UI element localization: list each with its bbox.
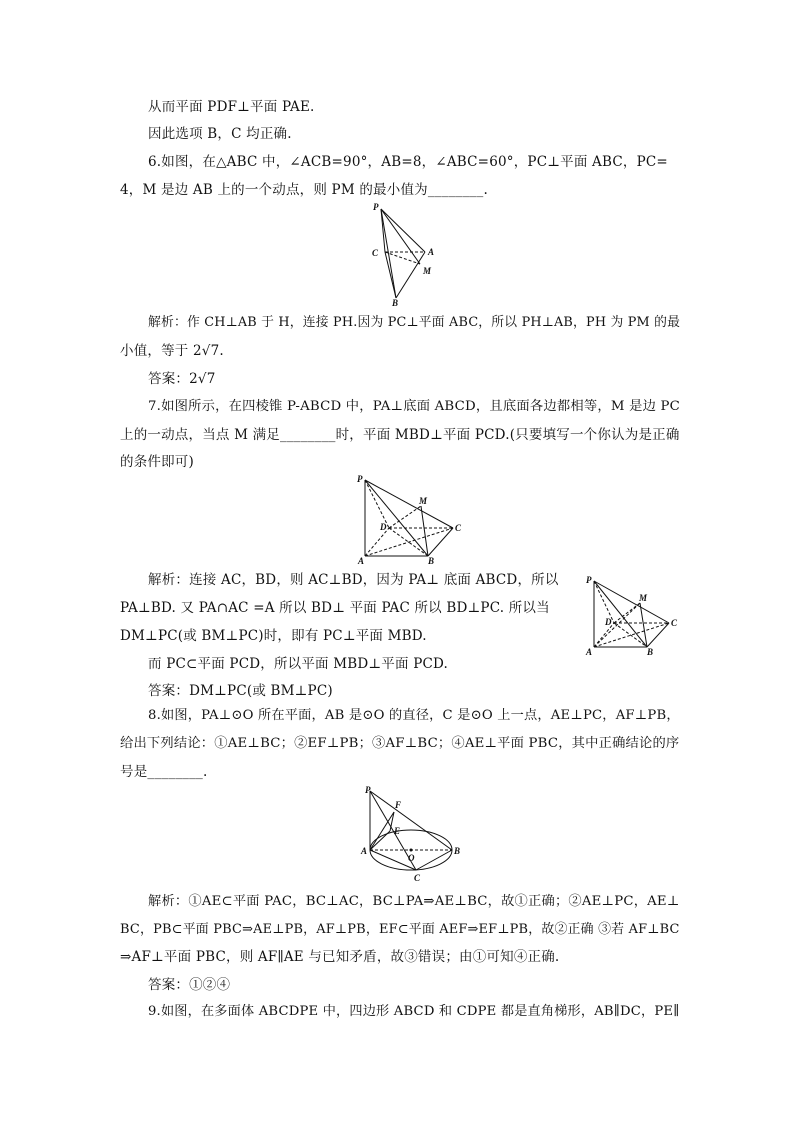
problem-8-answer: 答案：①②④: [148, 977, 231, 993]
point-label: C: [414, 873, 421, 883]
problem-6-answer: 答案：2√7: [148, 371, 216, 387]
point-label: D: [380, 522, 387, 532]
figure-7-solution-pyramid: [582, 573, 682, 658]
point-label: B: [392, 298, 399, 308]
point-label: C: [372, 248, 379, 258]
point-label: P: [357, 474, 363, 484]
point-label: B: [454, 846, 461, 856]
point-label: A: [586, 647, 593, 657]
center-point: [410, 849, 413, 852]
point-label: M: [419, 496, 428, 506]
problem-7-statement: 7.如图所示，在四棱锥 P-ABCD 中，PA⊥底面 ABCD，且底面各边都相等，M 是边 PC: [148, 399, 681, 414]
problem-6-statement-cont: 4，M 是边 AB 上的一个动点，则 PM 的最小值为________.: [120, 182, 488, 198]
figure-7-pyramid: [352, 470, 472, 565]
problem-8-statement: 8.如图，PA⊥⊙O 所在平面，AB 是⊙O 的直径，C 是⊙O 上一点，AE⊥PC，AF⊥PB，: [148, 708, 680, 723]
point-label: M: [639, 593, 648, 603]
problem-7-statement-cont: 上的一动点，当点 M 满足________时，平面 MBD⊥平面 PCD.(只要填写一个你认为是正确: [120, 427, 680, 443]
figure-8-circle-pyramid: [360, 784, 465, 884]
point-label: B: [428, 556, 435, 565]
problem-7-solution-cont: 而 PC⊂平面 PCD，所以平面 MBD⊥平面 PCD.: [148, 656, 449, 672]
text-line: 因此选项 B，C 均正确.: [148, 126, 292, 142]
problem-8-statement-cont: 给出下列结论：①AE⊥BC；②EF⊥PB；③AF⊥BC；④AE⊥平面 PBC，其中正确结论的序: [120, 736, 680, 751]
problem-7-solution-cont: PA⊥BD. 又 PA∩AC =A 所以 BD⊥ 平面 PAC 所以 BD⊥PC. 所以当: [120, 600, 550, 616]
point-label: A: [428, 247, 435, 257]
point-label: P: [586, 575, 592, 585]
problem-8-solution-cont: ⇒AF⊥平面 PBC，则 AF∥AE 与已知矛盾，故③错误；由①可知④正确.: [120, 949, 560, 965]
problem-6-statement: 6.如图，在△ABC 中，∠ACB=90°，AB=8，∠ABC=60°，PC⊥平面 ABC，PC=: [148, 154, 668, 170]
point-label: D: [605, 617, 612, 627]
problem-7-solution-cont: DM⊥PC(或 BM⊥PC)时，即有 PC⊥平面 MBD.: [120, 628, 427, 644]
point-label: P: [365, 785, 371, 795]
problem-6-solution: 解析：作 CH⊥AB 于 H，连接 PH.因为 PC⊥平面 ABC，所以 PH⊥AB，PH 为 PM 的最: [148, 315, 681, 330]
text-line: 从而平面 PDF⊥平面 PAE.: [148, 99, 315, 115]
point-label: A: [358, 556, 365, 565]
problem-8-solution-cont: BC，PB⊂平面 PBC⇒AE⊥PB，AF⊥PB，EF⊂平面 AEF⇒EF⊥PB，故②正确 ③若 AF⊥BC: [120, 922, 680, 937]
point-label: B: [647, 647, 654, 657]
figure-6-tetrahedron: [368, 200, 458, 308]
point-label: O: [408, 853, 415, 863]
point-label: M: [423, 266, 432, 276]
point-label: F: [395, 800, 402, 810]
point-label: E: [394, 826, 401, 836]
problem-6-solution-cont: 小值，等于 2√7.: [120, 343, 224, 359]
point-label: A: [361, 846, 368, 856]
problem-8-solution: 解析：①AE⊂平面 PAC，BC⊥AC，BC⊥PA⇒AE⊥BC，故①正确；②AE⊥PC，AE⊥: [148, 894, 680, 909]
point-label: C: [671, 618, 678, 628]
problem-7-statement-cont: 的条件即可): [120, 454, 194, 470]
problem-8-statement-cont: 号是________.: [120, 764, 208, 780]
point-label: P: [373, 202, 379, 212]
problem-7-solution: 解析：连接 AC，BD，则 AC⊥BD，因为 PA⊥ 底面 ABCD，所以: [148, 572, 559, 588]
problem-9-statement: 9.如图，在多面体 ABCDPE 中，四边形 ABCD 和 CDPE 都是直角梯形，AB∥DC，PE∥: [148, 1004, 680, 1019]
point-label: C: [455, 523, 462, 533]
problem-7-answer: 答案：DM⊥PC(或 BM⊥PC): [148, 683, 333, 699]
